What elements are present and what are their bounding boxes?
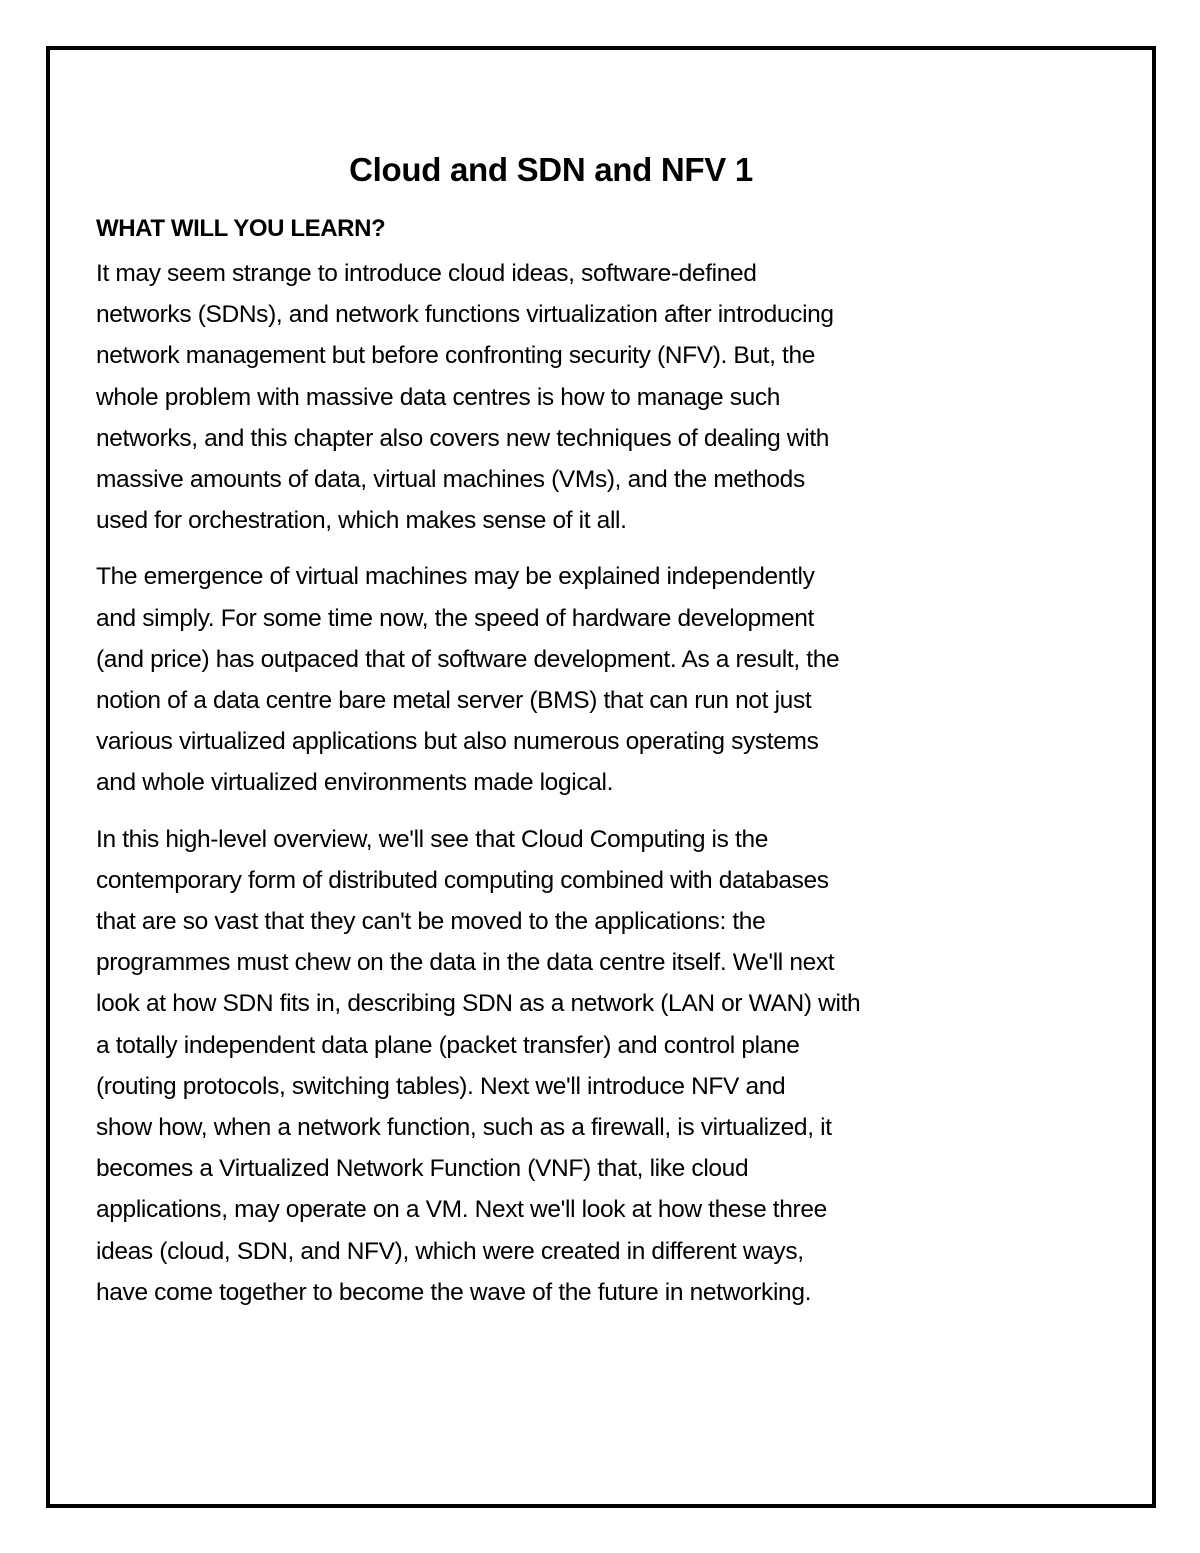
text-line: various virtualized applications but also numerous operating systems: [96, 728, 819, 756]
text-line: used for orchestration, which makes sense of it all.: [96, 507, 627, 535]
text-line: networks, and this chapter also covers new techniques of dealing with: [96, 424, 830, 452]
text-line: It may seem strange to introduce cloud ideas, software-defined: [96, 260, 757, 287]
text-line: network management but before confronting security (NFV). But, the: [96, 342, 816, 370]
text-line: The emergence of virtual machines may be explained independently: [96, 563, 815, 591]
text-line: have come together to become the wave of the future in networking.: [96, 1278, 812, 1306]
text-line: applications, may operate on a VM. Next we'll look at how these three: [96, 1196, 827, 1224]
text-line: programmes must chew on the data in the data centre itself. We'll next: [96, 949, 835, 977]
text-line: massive amounts of data, virtual machines (VMs), and the methods: [96, 466, 805, 494]
text-line: and whole virtualized environments made logical.: [96, 769, 614, 797]
text-line: whole problem with massive data centres is how to manage such: [96, 383, 781, 411]
text-line: look at how SDN fits in, describing SDN as a network (LAN or WAN) with: [96, 990, 861, 1018]
section-heading: WHAT WILL YOU LEARN?: [96, 215, 386, 242]
paragraph-intro: [96, 253, 1006, 541]
paragraph-overview: [96, 819, 1006, 1313]
text-line: (routing protocols, switching tables). Next we'll introduce NFV and: [96, 1072, 786, 1100]
document-body: [96, 100, 1006, 1313]
text-line: that are so vast that they can't be moved to the applications: the: [96, 908, 766, 936]
text-line: becomes a Virtualized Network Function (VNF) that, like cloud: [96, 1155, 749, 1183]
text-line: (and price) has outpaced that of software development. As a result, the: [96, 645, 840, 673]
text-line: networks (SDNs), and network functions virtualization after introducing: [96, 301, 834, 329]
text-line: ideas (cloud, SDN, and NFV), which were created in different ways,: [96, 1237, 804, 1265]
text-line: In this high-level overview, we'll see that Cloud Computing is the: [96, 825, 769, 853]
text-line: contemporary form of distributed computing combined with databases: [96, 866, 829, 894]
text-line: and simply. For some time now, the speed of hardware development: [96, 604, 814, 632]
text-line: show how, when a network function, such as a firewall, is virtualized, it: [96, 1114, 832, 1142]
paragraph-virtual-machines: [96, 556, 1006, 803]
text-line: a totally independent data plane (packet transfer) and control plane: [96, 1031, 800, 1059]
document-title: Cloud and SDN and NFV 1: [349, 151, 753, 188]
text-line: notion of a data centre bare metal server (BMS) that can run not just: [96, 687, 812, 715]
